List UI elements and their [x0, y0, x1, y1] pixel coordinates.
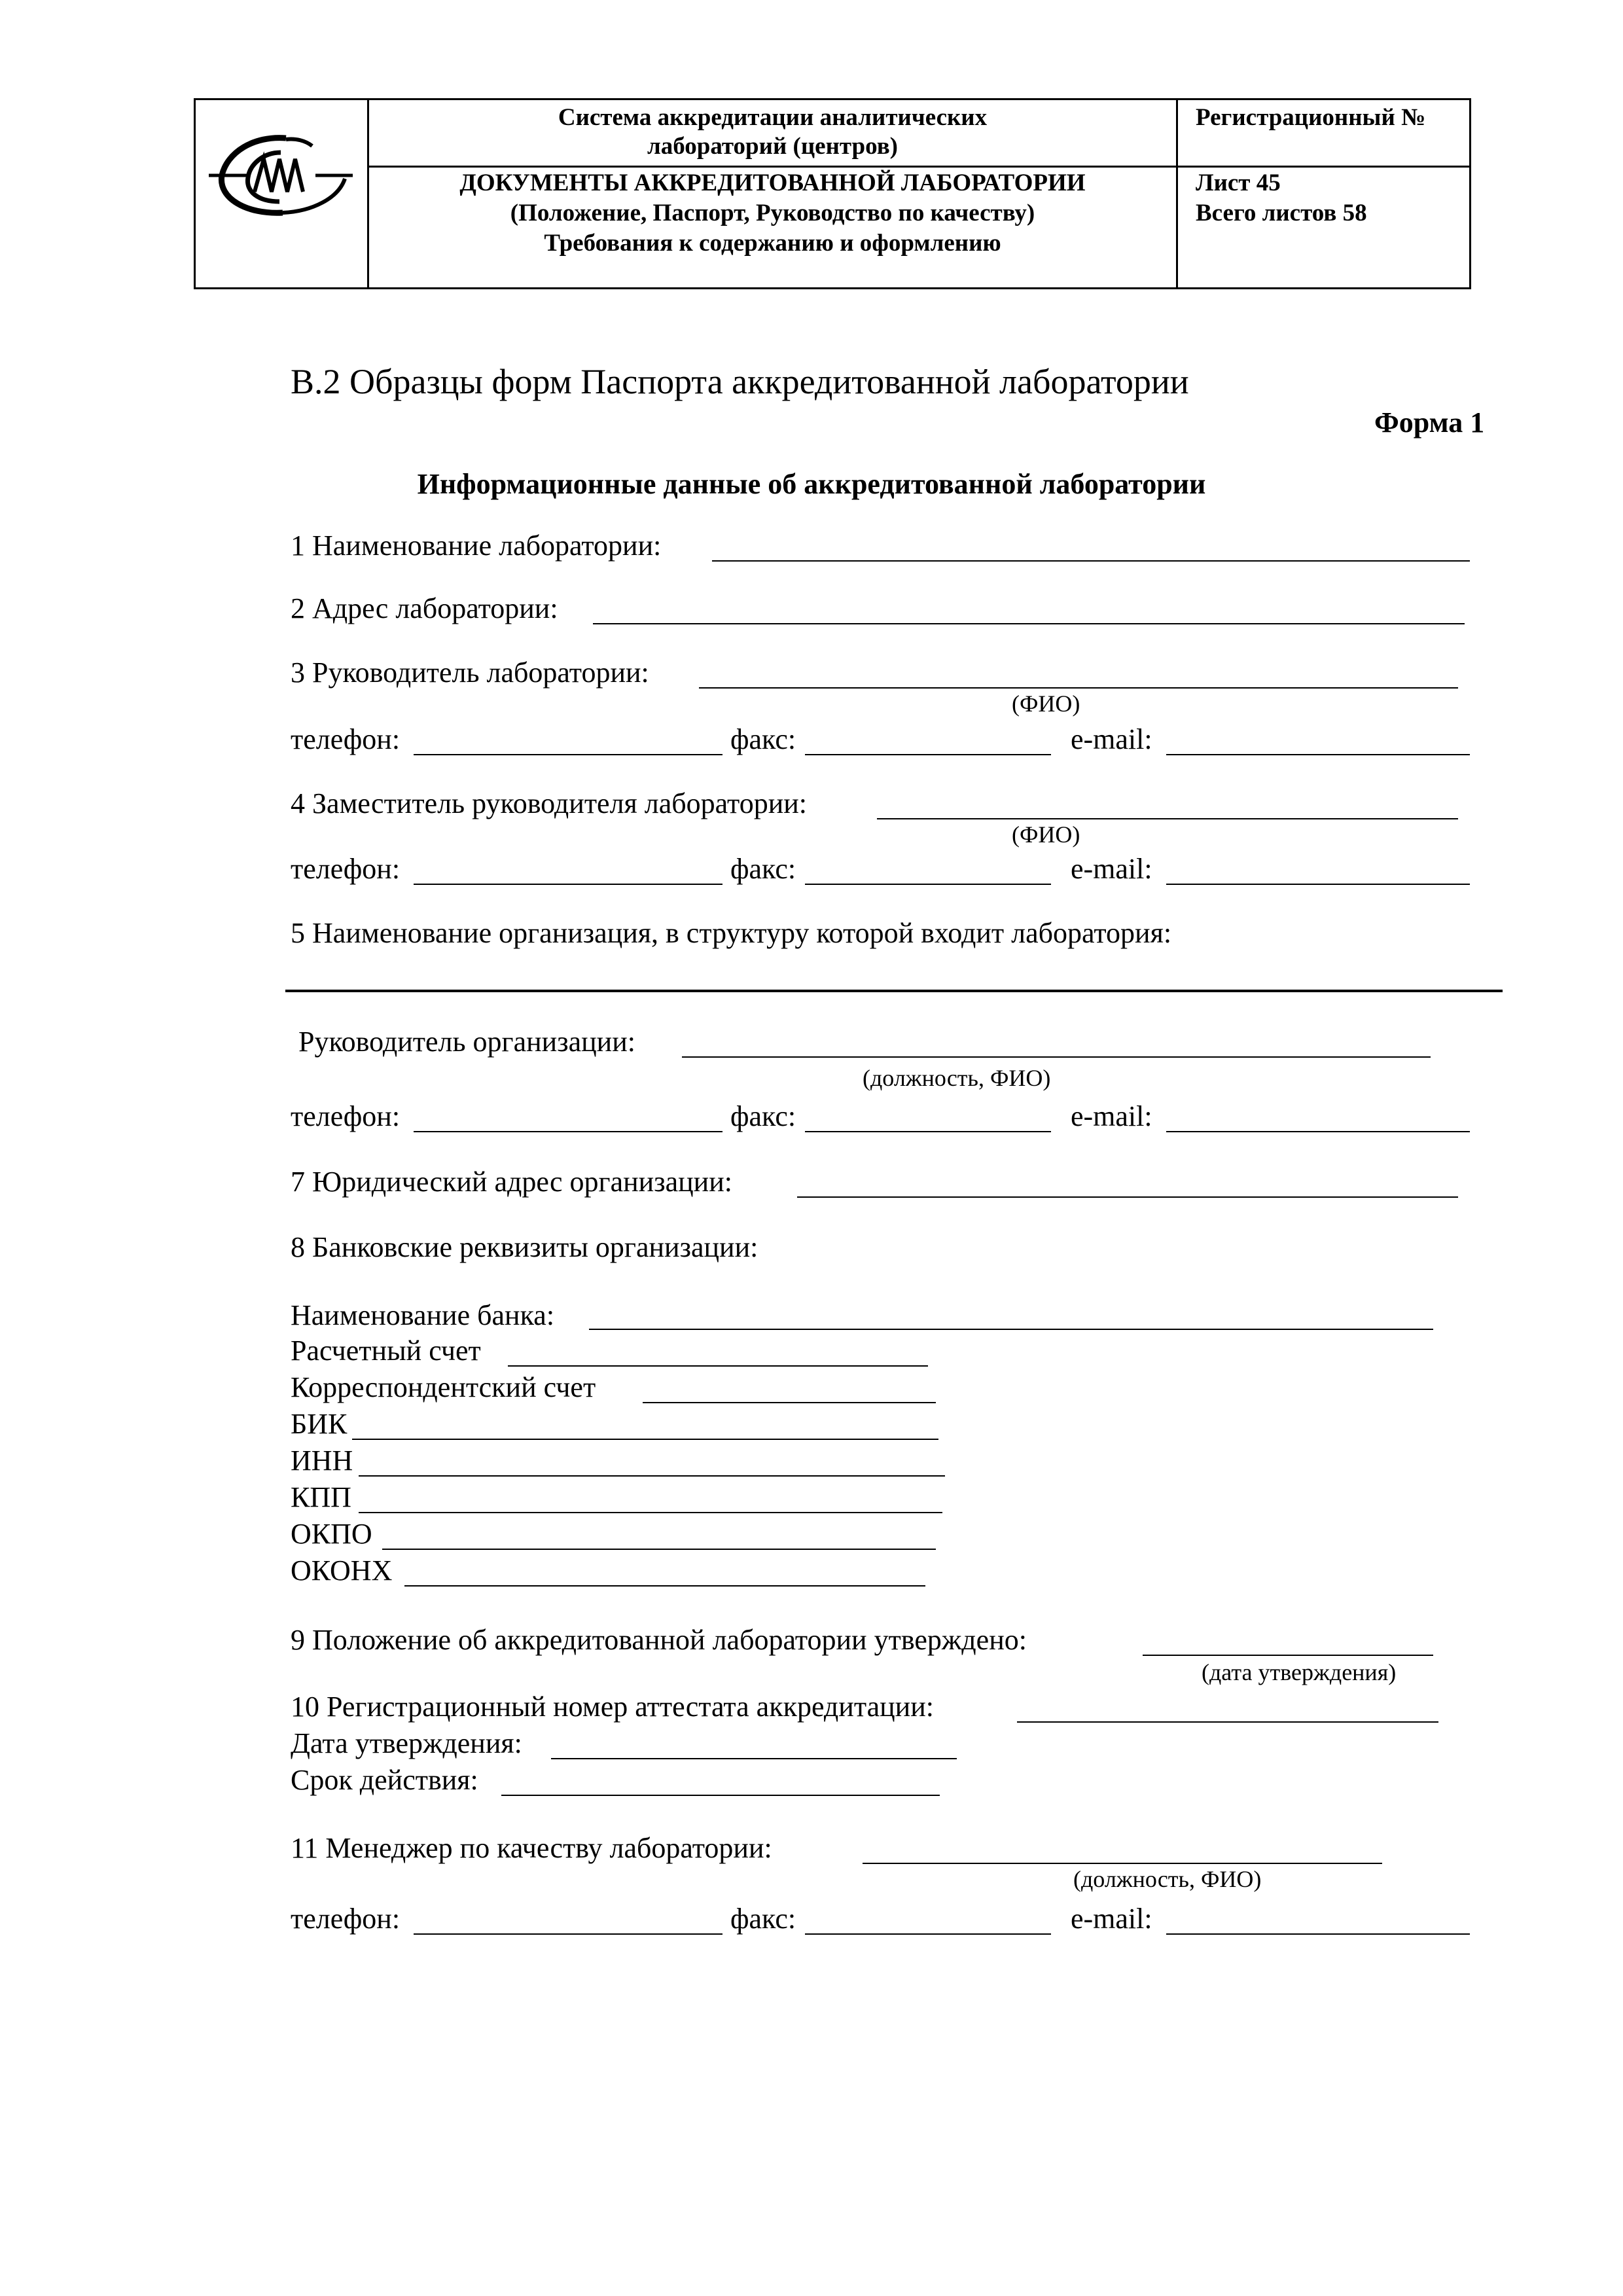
field-organization-line[interactable]: [285, 990, 1503, 992]
field-inn-label: ИНН: [291, 1444, 353, 1477]
email-line[interactable]: [1166, 754, 1470, 755]
fax-line[interactable]: [805, 1131, 1051, 1132]
field-bank-details-label: 8 Банковские реквизиты организации:: [291, 1231, 758, 1263]
document-subtitle: (Положение, Паспорт, Руководство по качеству): [510, 200, 1035, 226]
section-title: В.2 Образцы форм Паспорта аккредитованной лаборатории: [291, 362, 1189, 401]
system-title-line1: Система аккредитации аналитических: [558, 104, 988, 131]
fax-label: факс:: [730, 853, 796, 885]
field-okpo-line[interactable]: [382, 1549, 936, 1550]
field-quality-manager-label: 11 Менеджер по качеству лаборатории:: [291, 1832, 772, 1864]
document-title: ДОКУМЕНТЫ АККРЕДИТОВАННОЙ ЛАБОРАТОРИИ: [459, 170, 1086, 196]
field-org-head-label: Руководитель организации:: [298, 1026, 635, 1058]
fio-caption: (ФИО): [1012, 821, 1080, 848]
email-line[interactable]: [1166, 1933, 1470, 1935]
field-approval-date-line[interactable]: [551, 1758, 957, 1759]
field-corr-account-line[interactable]: [643, 1402, 936, 1403]
field-bik-line[interactable]: [352, 1439, 938, 1440]
field-deputy-label: 4 Заместитель руководителя лаборатории:: [291, 787, 808, 819]
phone-label: телефон:: [291, 1100, 401, 1132]
field-okonh-line[interactable]: [404, 1585, 925, 1587]
fio-caption: (ФИО): [1012, 691, 1080, 717]
field-org-head-line[interactable]: [682, 1056, 1431, 1058]
approval-date-caption: (дата утверждения): [1202, 1659, 1397, 1685]
field-lab-address-label: 2 Адрес лаборатории:: [291, 592, 558, 624]
field-approval-date-label: Дата утверждения:: [291, 1727, 522, 1759]
field-account-line[interactable]: [508, 1365, 928, 1367]
fax-line[interactable]: [805, 754, 1051, 755]
phone-label: телефон:: [291, 1903, 401, 1935]
fax-line[interactable]: [805, 884, 1051, 885]
fax-label: факс:: [730, 1100, 796, 1132]
phone-line[interactable]: [414, 754, 722, 755]
field-validity-label: Срок действия:: [291, 1764, 478, 1796]
field-bank-name-label: Наименование банка:: [291, 1299, 555, 1331]
field-lab-address-line[interactable]: [593, 623, 1465, 624]
field-account-label: Расчетный счет: [291, 1335, 481, 1367]
field-validity-line[interactable]: [501, 1795, 940, 1796]
field-certificate-line[interactable]: [1017, 1721, 1438, 1723]
header-divider: [367, 166, 1469, 168]
field-okpo-label: ОКПО: [291, 1518, 372, 1550]
document-requirements: Требования к содержанию и оформлению: [544, 230, 1001, 257]
field-regulation-label: 9 Положение об аккредитованной лаборатории утверждено:: [291, 1624, 1027, 1656]
form-label: Форма 1: [1374, 406, 1485, 439]
field-quality-manager-line[interactable]: [863, 1863, 1382, 1864]
field-certificate-label: 10 Регистрационный номер аттестата аккредитации:: [291, 1691, 934, 1723]
field-kpp-line[interactable]: [359, 1512, 942, 1513]
field-bank-name-line[interactable]: [589, 1329, 1433, 1330]
phone-line[interactable]: [414, 1131, 722, 1132]
form-title: Информационные данные об аккредитованной лаборатории: [417, 468, 1206, 500]
document-header: [194, 98, 1471, 289]
field-kpp-label: КПП: [291, 1481, 351, 1513]
field-lab-head-label: 3 Руководитель лаборатории:: [291, 656, 649, 689]
position-fio-caption: (должность, ФИО): [1073, 1866, 1262, 1892]
phone-label: телефон:: [291, 723, 401, 755]
fax-line[interactable]: [805, 1933, 1051, 1935]
field-lab-name-label: 1 Наименование лаборатории:: [291, 529, 662, 562]
registration-number-label: Регистрационный №: [1196, 104, 1426, 131]
email-label: e-mail:: [1071, 723, 1152, 755]
field-legal-address-label: 7 Юридический адрес организации:: [291, 1166, 732, 1198]
field-lab-name-line[interactable]: [712, 560, 1470, 562]
field-organization-label: 5 Наименование организация, в структуру которой входит лаборатория:: [291, 917, 1172, 949]
field-lab-head-line[interactable]: [699, 687, 1458, 689]
fax-label: факс:: [730, 1903, 796, 1935]
email-line[interactable]: [1166, 884, 1470, 885]
phone-line[interactable]: [414, 1933, 722, 1935]
field-deputy-line[interactable]: [877, 818, 1458, 819]
position-fio-caption: (должность, ФИО): [863, 1065, 1051, 1091]
field-legal-address-line[interactable]: [797, 1196, 1458, 1198]
system-title-line2: лабораторий (центров): [647, 133, 898, 160]
field-corr-account-label: Корреспондентский счет: [291, 1371, 596, 1403]
sheet-number: Лист 45: [1196, 170, 1281, 196]
email-label: e-mail:: [1071, 853, 1152, 885]
email-label: e-mail:: [1071, 1100, 1152, 1132]
email-label: e-mail:: [1071, 1903, 1152, 1935]
header-divider: [1176, 100, 1178, 287]
organization-logo-icon: [207, 126, 355, 224]
phone-label: телефон:: [291, 853, 401, 885]
field-bik-label: БИК: [291, 1408, 348, 1440]
field-okonh-label: ОКОНХ: [291, 1554, 393, 1587]
email-line[interactable]: [1166, 1131, 1470, 1132]
fax-label: факс:: [730, 723, 796, 755]
phone-line[interactable]: [414, 884, 722, 885]
total-sheets: Всего листов 58: [1196, 200, 1367, 226]
field-inn-line[interactable]: [359, 1475, 945, 1477]
field-regulation-line[interactable]: [1143, 1655, 1433, 1656]
